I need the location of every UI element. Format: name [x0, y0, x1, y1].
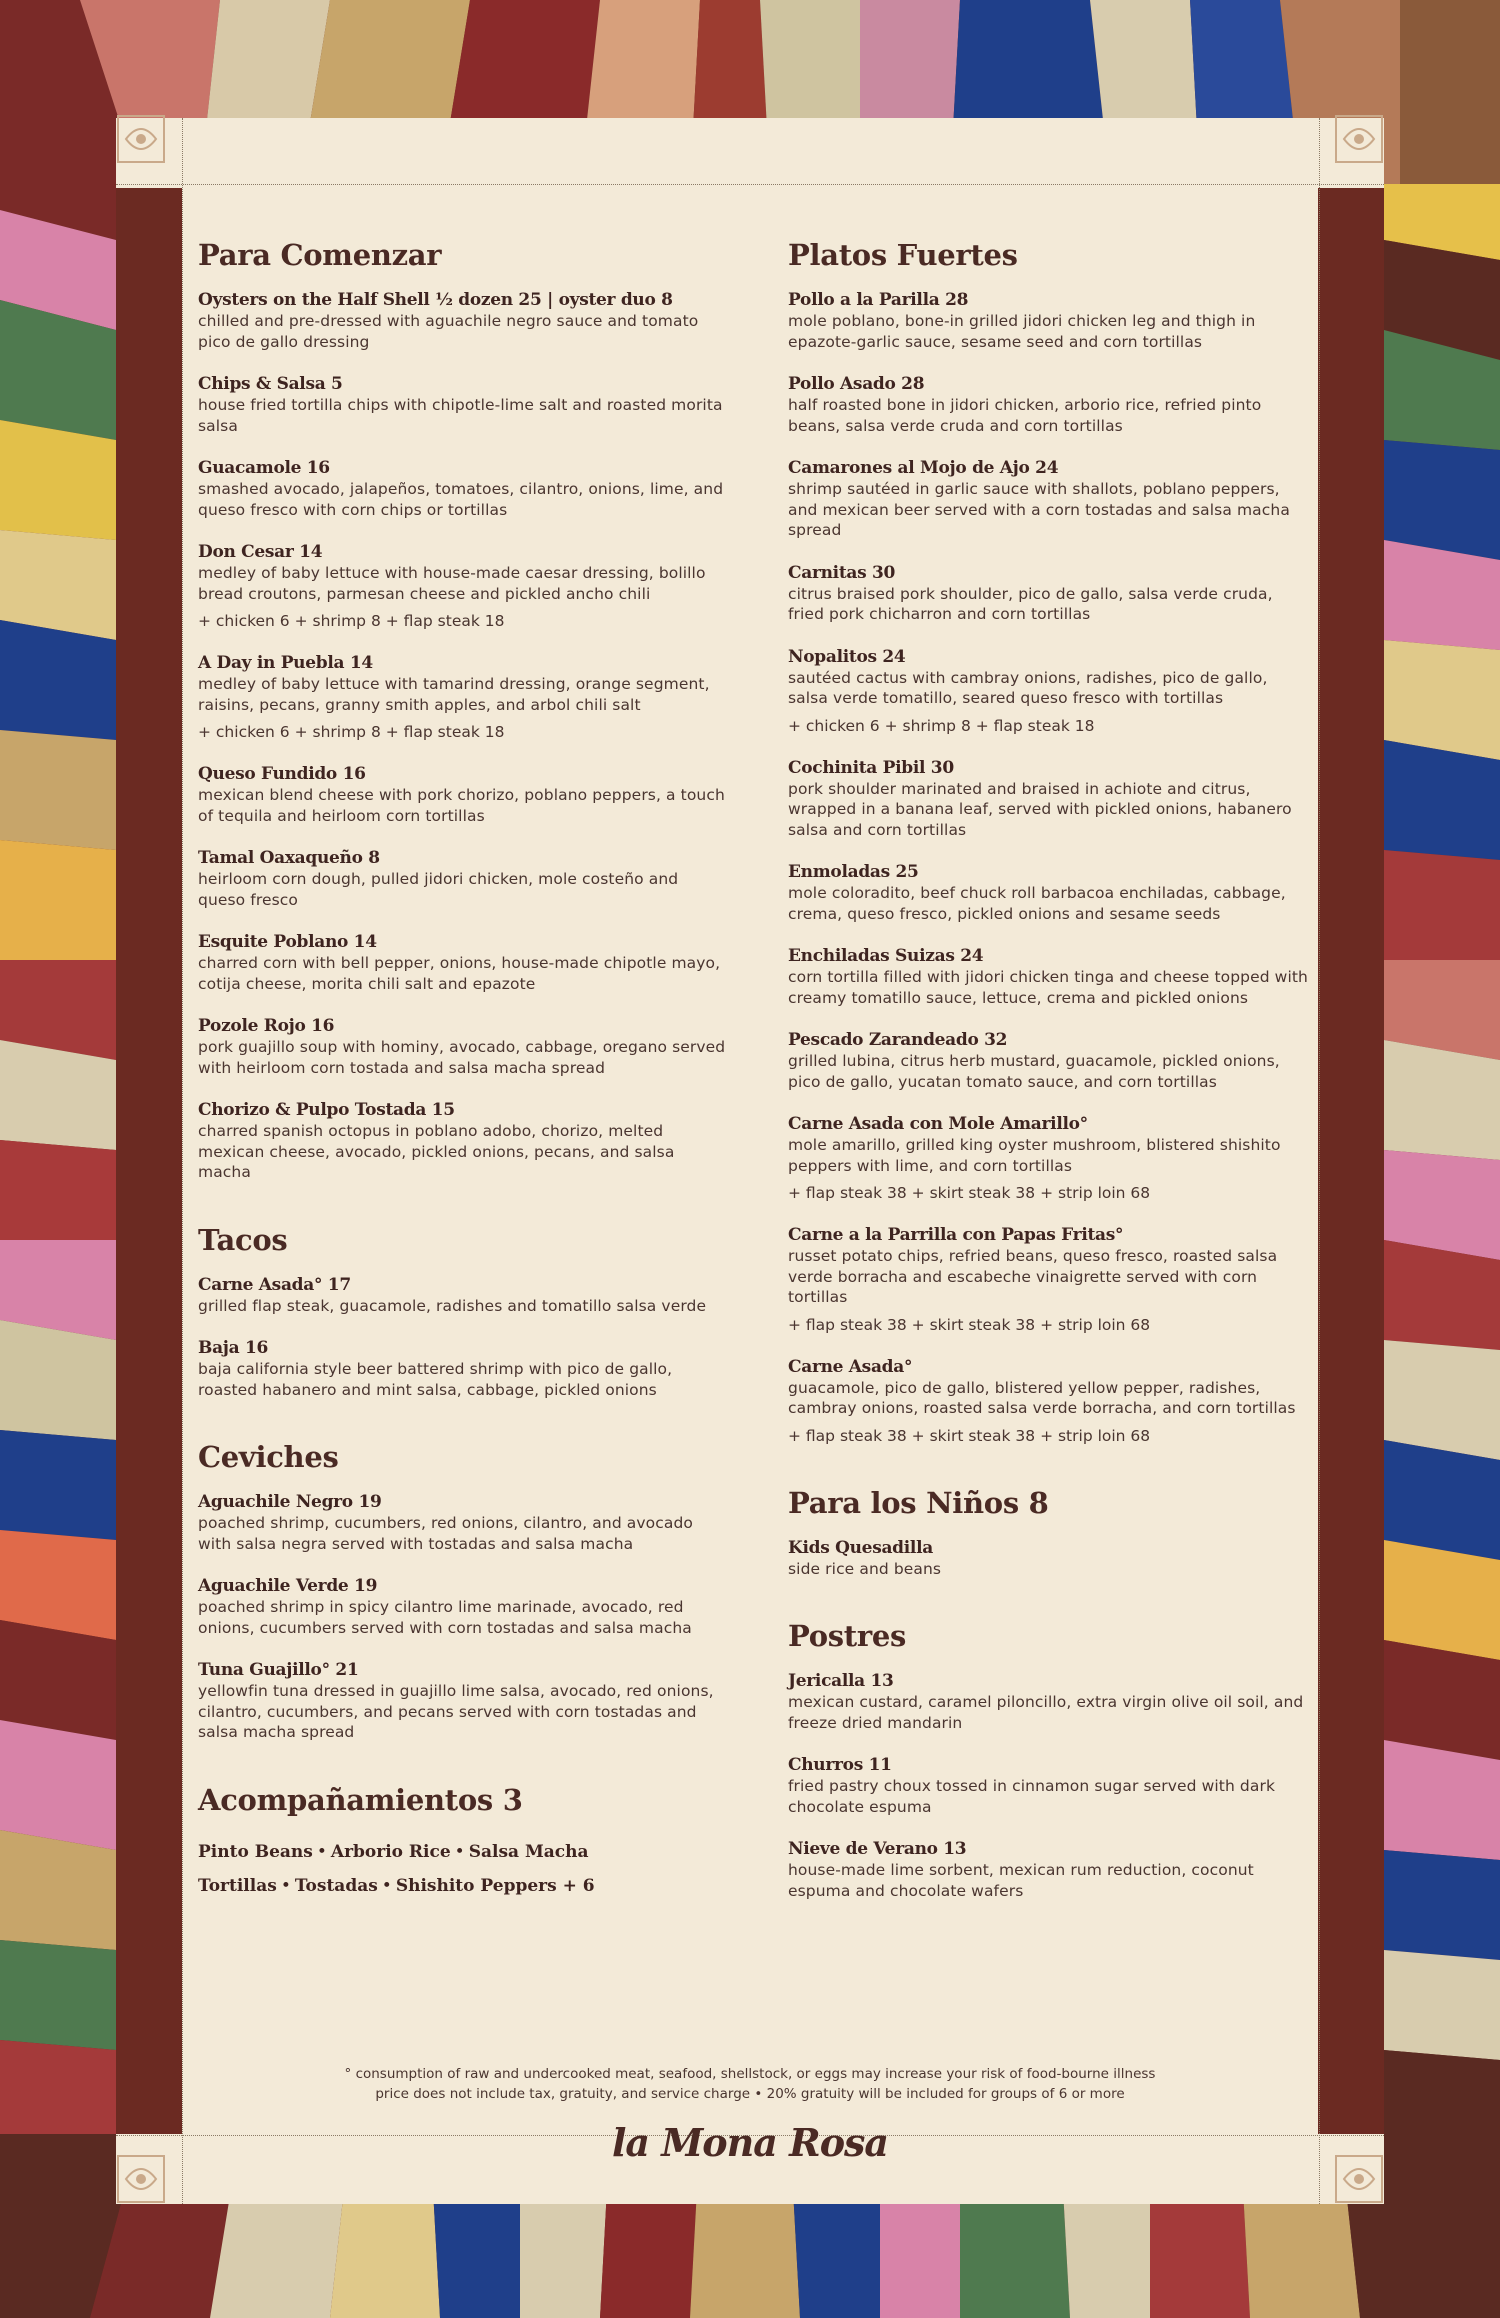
- item-title: Pollo a la Parilla 28: [788, 290, 969, 310]
- menu-item: [788, 1538, 1308, 1580]
- item-title: Carne Asada con Mole Amarillo°: [788, 1114, 1088, 1134]
- item-desc: baja california style beer battered shrimp with pico de gallo, roasted habanero and mint salsa, cabbage, pickled onions: [198, 1360, 673, 1399]
- menu-item: [788, 1671, 1308, 1733]
- item-desc: mexican custard, caramel piloncillo, extra virgin olive oil soil, and freeze dried mandarin: [788, 1693, 1304, 1732]
- item-desc: pork guajillo soup with hominy, avocado, cabbage, oregano served with heirloom corn tostada and salsa macha spread: [198, 1038, 726, 1077]
- side-item: Tortillas: [198, 1875, 277, 1896]
- item-title: Aguachile Verde 19: [198, 1576, 378, 1596]
- menu-item: [788, 563, 1308, 625]
- menu-item: [198, 932, 728, 994]
- item-desc: half roasted bone in jidori chicken, arborio rice, refried pinto beans, salsa verde cruda and corn tortillas: [788, 396, 1262, 435]
- section-title: Ceviches: [198, 1440, 339, 1474]
- item-desc: heirloom corn dough, pulled jidori chicken, mole costeño and queso fresco: [198, 870, 679, 909]
- menu-item: [788, 1755, 1308, 1817]
- menu-item: [788, 1225, 1308, 1335]
- item-desc: mexican blend cheese with pork chorizo, poblano peppers, a touch of tequila and heirloom corn tortillas: [198, 786, 725, 825]
- item-title: Carne Asada° 17: [198, 1274, 351, 1295]
- item-title: Pozole Rojo 16: [198, 1016, 335, 1036]
- side-item: Pinto Beans: [198, 1841, 313, 1862]
- item-addons: + chicken 6 + shrimp 8 + flap steak 18: [198, 612, 505, 630]
- item-title: Carne Asada°: [788, 1356, 913, 1377]
- item-title: Cochinita Pibil 30: [788, 757, 954, 778]
- ornament-icon: [116, 2154, 166, 2204]
- item-desc: chilled and pre-dressed with aguachile negro sauce and tomato pico de gallo dressing: [198, 312, 699, 351]
- item-title: Kids Quesadilla: [788, 1537, 933, 1558]
- menu-item: [788, 374, 1308, 436]
- item-title: Tamal Oaxaqueño 8: [198, 848, 380, 868]
- item-addons: + flap steak 38 + skirt steak 38 + strip loin 68: [788, 1184, 1151, 1202]
- section-title: Platos Fuertes: [788, 238, 1018, 272]
- menu-item: [198, 1275, 728, 1317]
- item-desc: pork shoulder marinated and braised in achiote and citrus, wrapped in a banana leaf, served with pickled onions, habanero salsa and corn tortillas: [788, 779, 1292, 839]
- section-para-los-ninos: [788, 1486, 1308, 1580]
- menu-item: [788, 1114, 1308, 1203]
- menu-item: [788, 1357, 1308, 1446]
- menu-item: [198, 653, 728, 742]
- separator: •: [316, 1841, 327, 1862]
- side-item: Salsa Macha: [468, 1841, 589, 1862]
- item-title: Camarones al Mojo de Ajo 24: [788, 458, 1059, 478]
- menu-item: [198, 1016, 728, 1078]
- item-title: A Day in Puebla 14: [198, 653, 373, 673]
- item-desc: charred corn with bell pepper, onions, house-made chipotle mayo, cotija cheese, morita chili salt and epazote: [198, 954, 721, 993]
- item-desc: medley of baby lettuce with house-made caesar dressing, bolillo bread croutons, parmesan cheese and pickled ancho chili: [198, 564, 706, 603]
- item-title: Chips & Salsa 5: [198, 374, 343, 394]
- item-title: Enchiladas Suizas 24: [788, 946, 984, 966]
- left-column: [198, 238, 728, 1943]
- ornament-icon: [116, 114, 166, 164]
- item-title: Churros 11: [788, 1755, 892, 1775]
- item-desc: shrimp sautéed in garlic sauce with shallots, poblano peppers, and mexican beer served with a corn tostadas and salsa macha spread: [788, 480, 1290, 539]
- item-desc: fried pastry choux tossed in cinnamon sugar served with dark chocolate espuma: [788, 1777, 1276, 1816]
- item-desc: poached shrimp, cucumbers, red onions, cilantro, and avocado with salsa negra served with tostadas and salsa macha: [198, 1514, 693, 1553]
- left-stripes: [0, 184, 116, 2134]
- item-addons: + chicken 6 + shrimp 8 + flap steak 18: [788, 716, 1095, 735]
- footnote-line: price does not include tax, gratuity, and service charge • 20% gratuity will be included for groups of 6 or more: [375, 2086, 1125, 2102]
- item-title: Jericalla 13: [788, 1671, 894, 1691]
- section-acompanamientos: [198, 1783, 728, 1903]
- section-title: Tacos: [198, 1222, 288, 1257]
- item-title: Nieve de Verano 13: [788, 1839, 967, 1859]
- separator: •: [280, 1875, 291, 1896]
- menu-item: [198, 1338, 728, 1400]
- item-title: Don Cesar 14: [198, 542, 323, 562]
- item-desc: smashed avocado, jalapeños, tomatoes, cilantro, onions, lime, and queso fresco with corn chips or tortillas: [198, 480, 724, 519]
- item-desc: medley of baby lettuce with tamarind dressing, orange segment, raisins, pecans, granny smith apples, and arbol chili salt: [198, 675, 710, 714]
- menu-item: [198, 764, 728, 826]
- item-addons: + flap steak 38 + skirt steak 38 + strip loin 68: [788, 1315, 1151, 1334]
- item-desc: charred spanish octopus in poblano adobo, chorizo, melted mexican cheese, avocado, pickled onions, pecans, and salsa macha: [198, 1122, 675, 1181]
- menu-item: [788, 1839, 1308, 1901]
- section-title: Postres: [788, 1619, 907, 1653]
- side-item: Arborio Rice: [330, 1841, 451, 1862]
- item-title: Enmoladas 25: [788, 862, 919, 882]
- item-desc: house fried tortilla chips with chipotle-lime salt and roasted morita salsa: [198, 396, 723, 435]
- side-item: Tostadas: [294, 1875, 378, 1896]
- item-title: Carne a la Parrilla con Papas Fritas°: [788, 1225, 1124, 1245]
- item-title: Pescado Zarandeado 32: [788, 1030, 1008, 1050]
- separator: •: [381, 1875, 392, 1896]
- item-desc: mole poblano, bone-in grilled jidori chicken leg and thigh in epazote-garlic sauce, sesame seed and corn tortillas: [788, 312, 1256, 351]
- item-desc: mole coloradito, beef chuck roll barbacoa enchiladas, cabbage, crema, queso fresco, pickled onions and sesame seeds: [788, 884, 1286, 923]
- item-desc: poached shrimp in spicy cilantro lime marinade, avocado, red onions, cucumbers served with corn tostadas and salsa macha: [198, 1598, 692, 1637]
- item-title: Aguachile Negro 19: [198, 1492, 382, 1512]
- item-desc: yellowfin tuna dressed in guajillo lime salsa, avocado, red onions, cilantro, cucumbers, and pecans served with corn tostadas and salsa macha spread: [198, 1682, 714, 1741]
- item-desc: corn tortilla filled with jidori chicken tinga and cheese topped with creamy tomatillo sauce, lettuce, crema and pickled onions: [788, 968, 1308, 1007]
- item-desc: house-made lime sorbent, mexican rum reduction, coconut espuma and chocolate wafers: [788, 1861, 1254, 1900]
- menu-item: [198, 1100, 728, 1183]
- menu-item: [198, 542, 728, 631]
- item-desc: russet potato chips, refried beans, queso fresco, roasted salsa verde borracha and escabeche vinaigrette served with corn tortillas: [788, 1247, 1278, 1306]
- brand-logo: la Mona Rosa: [611, 2120, 889, 2165]
- menu-item: [198, 458, 728, 520]
- item-title: Pollo Asado 28: [788, 374, 925, 394]
- item-title: Guacamole 16: [198, 458, 330, 478]
- item-desc: grilled lubina, citrus herb mustard, guacamole, pickled onions, pico de gallo, yucatan tomato sauce, and corn tortillas: [788, 1052, 1280, 1091]
- menu-item: [788, 862, 1308, 924]
- menu-item: [788, 946, 1308, 1008]
- item-title: Oysters on the Half Shell ½ dozen 25 | oyster duo 8: [198, 290, 673, 310]
- footnote-line: ° consumption of raw and undercooked meat, seafood, shellstock, or eggs may increase your risk of food-bourne illness: [344, 2066, 1156, 2082]
- menu-item: [198, 848, 728, 910]
- item-desc: guacamole, pico de gallo, blistered yellow pepper, radishes, cambray onions, roasted salsa verde borracha, and corn tortillas: [788, 1378, 1296, 1417]
- item-addons: + flap steak 38 + skirt steak 38 + strip loin 68: [788, 1426, 1151, 1445]
- item-title: Tuna Guajillo° 21: [198, 1660, 359, 1680]
- item-title: Baja 16: [198, 1338, 269, 1358]
- item-title: Queso Fundido 16: [198, 764, 366, 784]
- item-title: Carnitas 30: [788, 562, 896, 583]
- item-title: Esquite Poblano 14: [198, 932, 377, 952]
- right-column: [788, 238, 1308, 1941]
- section-title: Para Comenzar: [198, 238, 442, 272]
- section-ceviches: [198, 1440, 728, 1743]
- section-postres: [788, 1619, 1308, 1901]
- item-desc: grilled flap steak, guacamole, radishes and tomatillo salsa verde: [198, 1296, 707, 1315]
- item-desc: sautéed cactus with cambray onions, radishes, pico de gallo, salsa verde tomatillo, seared queso fresco with tortillas: [788, 668, 1268, 707]
- menu-item: [198, 1576, 728, 1638]
- menu-item: [198, 1660, 728, 1743]
- menu-item: [198, 290, 728, 352]
- menu-item: [788, 290, 1308, 352]
- menu-item: [788, 1030, 1308, 1092]
- right-stripes: [1384, 184, 1500, 2134]
- item-title: Nopalitos 24: [788, 646, 906, 667]
- side-item: Shishito Peppers + 6: [395, 1875, 595, 1896]
- ornament-icon: [1334, 2154, 1384, 2204]
- item-desc: mole amarillo, grilled king oyster mushroom, blistered shishito peppers with lime, and corn tortillas: [788, 1136, 1281, 1175]
- section-platos-fuertes: [788, 238, 1308, 1446]
- menu-item: [788, 647, 1308, 736]
- ornament-icon: [1334, 114, 1384, 164]
- section-para-comenzar: [198, 238, 728, 1183]
- item-title: Chorizo & Pulpo Tostada 15: [198, 1100, 455, 1120]
- sides-row: [198, 1835, 728, 1869]
- item-desc: side rice and beans: [788, 1559, 942, 1578]
- menu-item: [788, 458, 1308, 541]
- section-title: Acompañamientos 3: [198, 1782, 523, 1817]
- menu-item: [788, 758, 1308, 841]
- menu-item: [198, 1492, 728, 1554]
- menu-item: [198, 374, 728, 436]
- footnote: [116, 2064, 1384, 2104]
- section-tacos: [198, 1223, 728, 1401]
- item-addons: + chicken 6 + shrimp 8 + flap steak 18: [198, 723, 505, 741]
- sides-row: [198, 1869, 728, 1903]
- section-title: Para los Niños 8: [788, 1485, 1049, 1520]
- separator: •: [454, 1841, 465, 1862]
- item-desc: citrus braised pork shoulder, pico de gallo, salsa verde cruda, fried pork chicharron and corn tortillas: [788, 584, 1273, 623]
